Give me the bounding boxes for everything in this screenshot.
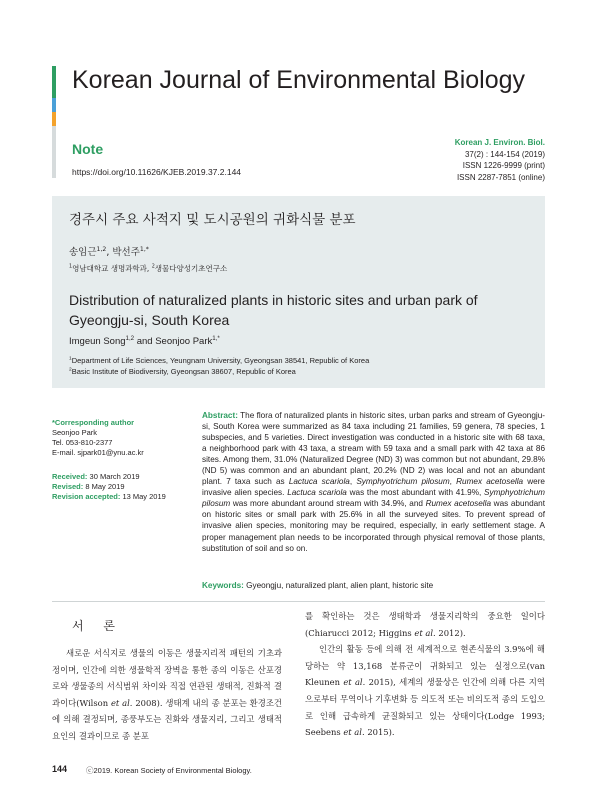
received-date: Received: 30 March 2019 bbox=[52, 472, 140, 481]
affiliation-1: $^1$Department of Life Sciences, Yeungnam University, Gyeongsan 38541, Republic of Korea bbox=[69, 356, 370, 365]
paragraph: 를 확인하는 것은 생태학과 생물지리학의 중요한 일이다(Chiarucci 2012; Higgins et al. 2012). bbox=[305, 611, 545, 638]
journal-meta bbox=[455, 137, 545, 183]
corresponding-author-block bbox=[52, 418, 144, 458]
doi-link[interactable]: https://doi.org/10.11626/KJEB.2019.37.2.144 bbox=[72, 167, 242, 177]
journal-abbrev: Korean J. Environ. Biol. bbox=[454, 138, 545, 147]
issn-print: ISSN 1226-9999 (print) bbox=[462, 161, 545, 170]
volume-info: 37(2) : 144-154 (2019) bbox=[464, 149, 545, 159]
korean-title: 경주시 주요 사적지 및 도시공원의 귀화식물 분포 bbox=[69, 212, 356, 228]
dates-block bbox=[52, 472, 166, 502]
journal-color-bar-gray bbox=[52, 126, 56, 178]
journal-color-bar-green bbox=[52, 66, 56, 98]
paragraph: 새로운 서식지로 생물의 이동은 생물지리적 패턴의 기초과정이며, 인간에 의한 생물학적 장벽을 통한 종의 이동은 산포경로와 생물종의 서식범위 차이와 직접 연관된 생태적, 진화적 결과이다(Wilson et al. 2008). 생태계 내의 종 분포는 환경조건에 의해 결정되며, 종풍부도는 진화와 생물지리, 그리고 생태적 요인의 결과이므로 종 분포 bbox=[52, 648, 282, 741]
section-heading-introduction: 서 론 bbox=[72, 619, 123, 633]
corresponding-email[interactable]: E-mail. sjpark01@ynu.ac.kr bbox=[52, 448, 144, 457]
affiliation-2: $^2$Basic Institute of Biodiversity, Gyeongsan 38607, Republic of Korea bbox=[69, 367, 296, 376]
article-type-label: Note bbox=[72, 141, 104, 157]
korean-authors: 송임근$^{1,2}$, 박선주$^{1,*}$ bbox=[69, 245, 149, 258]
journal-color-bar-blue bbox=[52, 98, 56, 112]
revised-date: Revised: 8 May 2019 bbox=[52, 482, 125, 491]
corresponding-name: Seonjoo Park bbox=[52, 428, 98, 437]
corresponding-label: *Corresponding author bbox=[52, 418, 135, 427]
body-column-left bbox=[52, 645, 282, 745]
page-number: 144 bbox=[52, 764, 68, 774]
paragraph: 인간의 활동 등에 의해 전 세계적으로 현존식물의 3.9%에 해당하는 약 13,168 분류군이 귀화되고 있는 실정으로(van Kleunen et al. 2015), 세계의 생물상은 인간에 의해 다른 지역으로부터 무역이나 기후변화 등 의도적 또는 비의도적 종의 도입으로 인해 급속하게 균질화되고 있는 상태이다(Lodge 1993; Seebens et al. 2015). bbox=[305, 644, 545, 738]
copyright: ⓒ2019. Korean Society of Environmental Biology. bbox=[86, 766, 252, 775]
english-affiliations bbox=[69, 355, 369, 377]
journal-color-bar-orange bbox=[52, 112, 56, 126]
abstract: Abstract: The flora of naturalized plants in historic sites, urban parks and stream of Gyeongju-si, South Korea were summarized as 84 taxa including 21 families, 59 genera, 78 species, 1 subspecies, and 5 varieties. Direct investigation was conducted in a historic site with 68 taxa, a neighborhood park with 43 taxa, a stream with 59 taxa and a small park with 42 taxa at 86 sites. Among them, 31.0% (Naturalized Degree (ND) 3) was common but not abundant, 29.8% (ND 5) was common and an abundant plant, 20.2% (ND 2) was local and not an abundant plant. 7 taxa such as Lactuca scariola, Symphyotrichum pilosum, Rumex acetosella were invasive alien species. Lactuca scariola was the most abundant with 41.9%, Symphyotrichum pilosum was more abundant around stream with 34.9%, and Rumex acetosella was abundant on historic sites or small park with 25.6% in all the surveyed sites. To prevent spread of invasive alien species, monitoring may be required, especially, in early settlement stage. A proper management plan needs to be incorporated through physical removal of those plants, substitution of soil and so on. bbox=[202, 411, 546, 553]
issn-online: ISSN 2287-7851 (online) bbox=[456, 172, 545, 182]
journal-title: Korean Journal of Environmental Biology bbox=[72, 66, 526, 94]
corresponding-tel: Tel. 053-810-2377 bbox=[52, 438, 113, 447]
divider bbox=[52, 601, 545, 602]
korean-affiliations: $^1$영남대학교 생명과학과, $^2$생물다양성기초연구소 bbox=[69, 263, 228, 273]
keywords: Keywords: Gyeongju, naturalized plant, alien plant, historic site bbox=[202, 581, 434, 590]
english-title: Distribution of naturalized plants in historic sites and urban park of Gyeongju-si, South Korea bbox=[69, 292, 478, 328]
accepted-date: Revision accepted: 13 May 2019 bbox=[52, 492, 166, 501]
english-authors: Imgeun Song$^{1,2}$ and Seonjoo Park$^{1,*}$ bbox=[69, 334, 220, 347]
body-column-right bbox=[305, 608, 545, 741]
